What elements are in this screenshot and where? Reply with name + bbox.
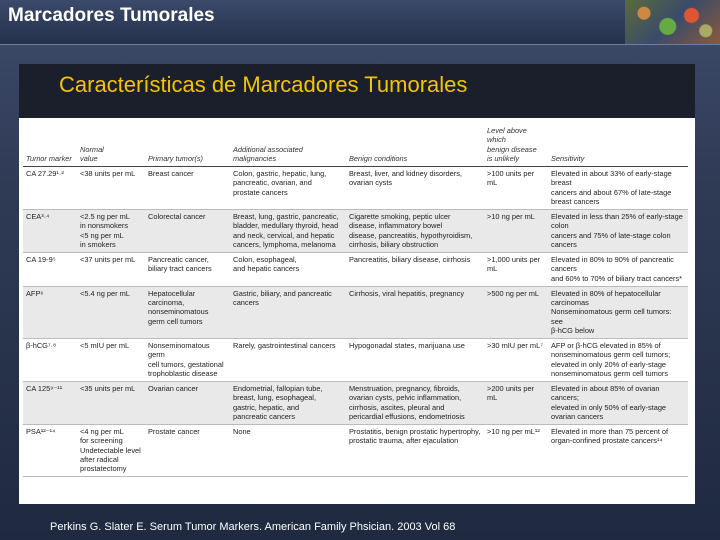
- slide-title: Marcadores Tumorales: [8, 5, 215, 26]
- cell-additional: Rarely, gastrointestinal cancers: [230, 339, 346, 382]
- header-tumor-marker: Tumor marker: [23, 124, 77, 167]
- cell-level: >10 ng per mL: [484, 210, 548, 253]
- table-row: [23, 339, 688, 382]
- cell-normal: <5.4 ng per mL: [77, 286, 145, 338]
- cell-normal: <5 mIU per mL: [77, 339, 145, 382]
- cell-benign: Cirrhosis, viral hepatitis, pregnancy: [346, 286, 484, 338]
- cell-normal: <35 units per mL: [77, 382, 145, 425]
- citation-text: Perkins G. Slater E. Serum Tumor Markers. American Family Phsician. 2003 Vol 68: [50, 521, 456, 533]
- cell-primary: Hepatocellular carcinoma, nonseminomatous germ cell tumors: [145, 286, 230, 338]
- cell-benign: Hypogonadal states, marijuana use: [346, 339, 484, 382]
- header-additional-malignancies: Additional associated malignancies: [230, 124, 346, 167]
- tumor-marker-table: [23, 124, 688, 477]
- cell-normal: <37 units per mL: [77, 253, 145, 287]
- header-primary-tumor: Primary tumor(s): [145, 124, 230, 167]
- cell-additional: Colon, gastric, hepatic, lung, pancreatic, ovarian, and prostate cancers: [230, 167, 346, 210]
- cell-primary: Colorectal cancer: [145, 210, 230, 253]
- cell-marker: CA 27.29¹·²: [23, 167, 77, 210]
- cell-level: >500 ng per mL: [484, 286, 548, 338]
- cell-marker: CEA³·⁴: [23, 210, 77, 253]
- cell-level: >30 mIU per mL⁷: [484, 339, 548, 382]
- cell-additional: Endometrial, fallopian tube, breast, lung, esophageal, gastric, hepatic, and pancreatic cancers: [230, 382, 346, 425]
- cell-benign: Pancreatitis, biliary disease, cirrhosis: [346, 253, 484, 287]
- header-level: Level above which benign disease is unlikely: [484, 124, 548, 167]
- cell-primary: Prostate cancer: [145, 425, 230, 477]
- cell-level: >200 units per mL: [484, 382, 548, 425]
- cell-marker: CA 19-9⁵: [23, 253, 77, 287]
- cell-marker: β-hCG⁷·⁸: [23, 339, 77, 382]
- cell-additional: None: [230, 425, 346, 477]
- table-row: [23, 167, 688, 210]
- cell-benign: Breast, liver, and kidney disorders, ovarian cysts: [346, 167, 484, 210]
- cell-sensitivity: Elevated in 80% to 90% of pancreatic cancers and 60% to 70% of biliary tract cancers*: [548, 253, 688, 287]
- title-bar: [0, 0, 720, 45]
- cell-primary: Ovarian cancer: [145, 382, 230, 425]
- cell-level: >10 ng per mL¹²: [484, 425, 548, 477]
- decorative-cells-image: [625, 0, 720, 44]
- cell-level: >1,000 units per mL: [484, 253, 548, 287]
- table-row: [23, 382, 688, 425]
- cell-benign: Prostatitis, benign prostatic hypertrophy, prostatic trauma, after ejaculation: [346, 425, 484, 477]
- table-container: [23, 124, 688, 477]
- cell-primary: Breast cancer: [145, 167, 230, 210]
- panel-header: [19, 64, 695, 118]
- table-row: [23, 253, 688, 287]
- cell-marker: CA 125⁹⁻¹¹: [23, 382, 77, 425]
- cell-sensitivity: Elevated in 80% of hepatocellular carcinomas Nonseminomatous germ cell tumors: see β-hCG below: [548, 286, 688, 338]
- cell-sensitivity: Elevated in about 85% of ovarian cancers; elevated in only 50% of early-stage ovarian cancers: [548, 382, 688, 425]
- cell-level: >100 units per mL: [484, 167, 548, 210]
- content-panel: [19, 64, 695, 504]
- cell-marker: AFP⁶: [23, 286, 77, 338]
- cell-additional: Colon, esophageal, and hepatic cancers: [230, 253, 346, 287]
- cell-normal: <2.5 ng per mL in nonsmokers <5 ng per mL in smokers: [77, 210, 145, 253]
- table-row: [23, 425, 688, 477]
- cell-normal: <38 units per mL: [77, 167, 145, 210]
- header-sensitivity: Sensitivity: [548, 124, 688, 167]
- cell-sensitivity: AFP or β-hCG elevated in 85% of nonseminomatous germ cell tumors; elevated in only 20% of early-stage nonseminomatous germ cell tumors: [548, 339, 688, 382]
- panel-title: Características de Marcadores Tumorales: [59, 72, 468, 97]
- table-row: [23, 286, 688, 338]
- table-row: [23, 210, 688, 253]
- cell-sensitivity: Elevated in more than 75 percent of organ-confined prostate cancers¹⁴: [548, 425, 688, 477]
- header-benign-conditions: Benign conditions: [346, 124, 484, 167]
- cell-additional: Breast, lung, gastric, pancreatic, bladder, medullary thyroid, head and neck, cervical, and hepatic cancers, lymphoma, melanoma: [230, 210, 346, 253]
- cell-additional: Gastric, biliary, and pancreatic cancers: [230, 286, 346, 338]
- cell-marker: PSA¹²⁻¹⁴: [23, 425, 77, 477]
- cell-primary: Nonseminomatous germ cell tumors, gestational trophoblastic disease: [145, 339, 230, 382]
- cell-normal: <4 ng per mL for screening Undetectable level after radical prostatectomy: [77, 425, 145, 477]
- cell-sensitivity: Elevated in about 33% of early-stage breast cancers and about 67% of late-stage breast cancers: [548, 167, 688, 210]
- header-normal-value: Normal value: [77, 124, 145, 167]
- cell-benign: Menstruation, pregnancy, fibroids, ovarian cysts, pelvic inflammation, cirrhosis, ascites, pleural and pericardial effusions, endometriosis: [346, 382, 484, 425]
- cell-sensitivity: Elevated in less than 25% of early-stage colon cancers and 75% of late-stage colon cancers: [548, 210, 688, 253]
- table-header-row: [23, 124, 688, 167]
- cell-primary: Pancreatic cancer, biliary tract cancers: [145, 253, 230, 287]
- cell-benign: Cigarette smoking, peptic ulcer disease, inflammatory bowel disease, pancreatitis, hypothyroidism, cirrhosis, biliary obstruction: [346, 210, 484, 253]
